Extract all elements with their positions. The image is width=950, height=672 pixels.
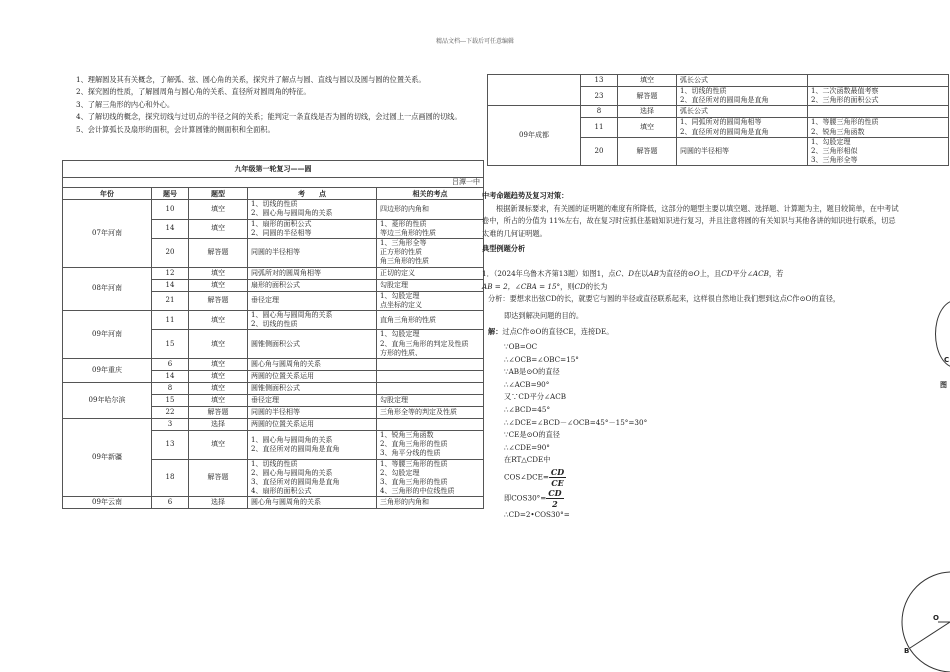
objectives bbox=[62, 74, 482, 136]
figure-label-o: O bbox=[933, 614, 939, 622]
cell-line: 3、角平分线的性质 bbox=[380, 449, 441, 458]
number-cell: 23 bbox=[581, 87, 618, 106]
cell-line: 勾股定理 bbox=[380, 395, 408, 404]
points-cell bbox=[248, 291, 377, 310]
review-table-continued bbox=[487, 74, 949, 166]
related-cell bbox=[377, 239, 484, 268]
problem-statement: 1．（2024年乌鲁木齐第13题）如图1，点C、D在以AB为直径的⊙O上，且CD平分∠ACB，若 AB = 2，∠CBA = 15°，则CD的长为 bbox=[482, 268, 784, 291]
type-cell: 填空 bbox=[618, 75, 677, 87]
cell-line: 1、锐角三角函数 bbox=[380, 431, 434, 440]
related-cell bbox=[377, 459, 484, 497]
type-cell: 解答题 bbox=[189, 291, 248, 310]
objective-5: 5、会计算弧长及扇形的面积，会计算圆锥的侧面积和全面积。 bbox=[76, 124, 275, 134]
type-cell: 选择 bbox=[189, 419, 248, 431]
cell-line: 垂径定理 bbox=[251, 296, 279, 305]
year-cell: 09年成都 bbox=[488, 106, 581, 166]
points-cell bbox=[248, 407, 377, 419]
table-title: 九年级第一轮复习——圆 bbox=[63, 161, 484, 178]
cell-line: 圆锥侧面积公式 bbox=[251, 383, 300, 392]
cell-line: 1、菱形的性质 bbox=[380, 219, 427, 228]
points-cell bbox=[677, 87, 808, 106]
points-cell bbox=[248, 359, 377, 371]
cell-line: 1、等腰三角形的性质 bbox=[380, 459, 448, 468]
cell-line: 同弧所对的圆周角相等 bbox=[251, 268, 321, 277]
solution-steps bbox=[482, 341, 902, 522]
cell-line: 点坐标的定义 bbox=[380, 300, 422, 309]
number-cell: 21 bbox=[152, 291, 189, 310]
related-cell bbox=[377, 419, 484, 431]
points-cell bbox=[677, 118, 808, 137]
related-cell bbox=[377, 291, 484, 310]
cell-line: 弧长公式 bbox=[680, 75, 708, 84]
related-cell bbox=[377, 383, 484, 395]
type-cell: 填空 bbox=[189, 267, 248, 279]
step-2: ∴∠OCB=∠OBC=15° bbox=[504, 354, 579, 364]
cell-line: 1、勾股定理 bbox=[380, 330, 420, 339]
cell-line: 1、勾股定理 bbox=[380, 291, 420, 300]
cell-line: 2、切线的性质 bbox=[251, 320, 298, 329]
objective-4: 4、了解切线的概念，探究切线与过切点的半径之间的关系；能判定一条直线是否为圆的切线，会过圆上一点画圆的切线。 bbox=[76, 112, 462, 122]
cell-line: 三角形的内角和 bbox=[380, 498, 429, 507]
table-row bbox=[63, 419, 484, 431]
cell-line: 1、同弧所对的圆周角相等 bbox=[680, 118, 762, 127]
number-cell: 18 bbox=[152, 459, 189, 497]
cell-line: 3、三角形全等 bbox=[811, 156, 858, 165]
col-points: 考 点 bbox=[248, 188, 377, 200]
type-cell: 解答题 bbox=[618, 87, 677, 106]
related-cell bbox=[377, 200, 484, 219]
cell-line: 垂径定理 bbox=[251, 395, 279, 404]
figure-circle-bottom bbox=[900, 570, 950, 672]
number-cell: 20 bbox=[152, 239, 189, 268]
step-7: ∴∠DCE=∠BCD－∠OCB=45°－15°=30° bbox=[504, 417, 648, 427]
step-1: ∵OB=OC bbox=[504, 341, 538, 351]
figure-label-fig: 图 bbox=[940, 381, 947, 389]
cell-line: 2、直径所对的圆周角是直角 bbox=[680, 96, 769, 105]
points-cell bbox=[677, 137, 808, 166]
type-cell: 填空 bbox=[189, 383, 248, 395]
objective-2: 2、探究圆的性质，了解圆周角与圆心角的关系、直径所对圆周角的特征。 bbox=[76, 87, 311, 97]
radius-line bbox=[910, 622, 950, 648]
points-cell bbox=[248, 459, 377, 497]
cell-line: 同圆的半径相等 bbox=[680, 147, 729, 156]
type-cell: 填空 bbox=[189, 279, 248, 291]
cell-line: 2、圆心角与圆周角的关系 bbox=[251, 468, 333, 477]
step-8: ∵CE是⊙O的直径 bbox=[504, 430, 560, 440]
cell-line: 弧长公式 bbox=[680, 107, 708, 116]
number-cell: 14 bbox=[152, 219, 189, 238]
cos-equation: COS∠DCE= $\frac{CD}{CE}$ bbox=[504, 466, 565, 488]
final-answer: ∴CD=2•COS30°= bbox=[504, 509, 570, 519]
cell-line: 1、圆心角与圆周角的关系 bbox=[251, 311, 333, 320]
number-cell: 15 bbox=[152, 395, 189, 407]
number-cell: 11 bbox=[581, 118, 618, 137]
type-cell: 解答题 bbox=[618, 137, 677, 166]
points-cell bbox=[248, 279, 377, 291]
year-cell: 09年哈尔滨 bbox=[63, 383, 152, 419]
points-cell bbox=[248, 219, 377, 238]
cell-line: 1、切线的性质 bbox=[251, 459, 298, 468]
cell-line: 3、直角三角形的性质 bbox=[380, 478, 448, 487]
cell-line: 圆心角与圆周角的关系 bbox=[251, 498, 321, 507]
col-number: 题号 bbox=[152, 188, 189, 200]
type-cell: 填空 bbox=[189, 395, 248, 407]
related-cell bbox=[377, 219, 484, 238]
step-3: ∵AB是⊙O的直径 bbox=[504, 367, 560, 377]
heading-examples: 典型例题分析 bbox=[482, 244, 526, 254]
number-cell: 6 bbox=[152, 359, 189, 371]
points-cell bbox=[248, 311, 377, 330]
cell-line: 2、圆心角与圆周角的关系 bbox=[251, 209, 333, 218]
cell-line: 三角形全等的判定及性质 bbox=[380, 407, 457, 416]
cell-line: 1、切线的性质 bbox=[680, 87, 727, 95]
points-cell bbox=[677, 106, 808, 118]
points-cell bbox=[248, 431, 377, 460]
year-cell: 09年云南 bbox=[63, 497, 152, 509]
year-cell: 07年河南 bbox=[63, 200, 152, 267]
objective-1: 1、理解圆及其有关概念，了解弧、弦、圆心角的关系，探究并了解点与圆、直线与圆以及圆与圆的位置关系。 bbox=[76, 75, 426, 84]
type-cell: 解答题 bbox=[189, 407, 248, 419]
related-cell bbox=[377, 407, 484, 419]
cell-line: 正切的定义 bbox=[380, 268, 415, 277]
year-cell-empty bbox=[488, 75, 581, 106]
related-cell bbox=[808, 106, 949, 118]
related-cell bbox=[377, 359, 484, 371]
year-cell: 09年新疆 bbox=[63, 419, 152, 497]
type-cell: 选择 bbox=[618, 106, 677, 118]
points-cell bbox=[248, 267, 377, 279]
cell-line: 2、同圆的半径相等 bbox=[251, 228, 312, 237]
number-cell: 10 bbox=[152, 200, 189, 219]
table-row bbox=[488, 75, 949, 87]
number-cell: 14 bbox=[152, 279, 189, 291]
cell-line: 两圆的位置关系运用 bbox=[251, 371, 314, 380]
related-cell bbox=[377, 311, 484, 330]
points-cell bbox=[248, 419, 377, 431]
step-9: ∴∠CDE=90° bbox=[504, 442, 550, 452]
cell-line: 方形的性质、 bbox=[380, 348, 422, 357]
table-row bbox=[63, 383, 484, 395]
cell-line: 1、圆心角与圆周角的关系 bbox=[251, 435, 333, 444]
cell-line: 四边形的内角和 bbox=[380, 204, 429, 213]
step-5: 又∵CD平分∠ACB bbox=[504, 392, 567, 402]
cell-line: 1、二次函数最值考察 bbox=[811, 87, 879, 95]
cos30-equation: 即COS30°= $\frac{CD}{2}$ bbox=[504, 487, 562, 509]
page-header: 精品文档---下载后可任意编辑 bbox=[435, 38, 515, 45]
year-cell: 08年河南 bbox=[63, 267, 152, 310]
number-cell: 8 bbox=[152, 383, 189, 395]
analysis-section bbox=[482, 190, 902, 521]
heading-trends: 中考命题趋势及复习对策： bbox=[482, 191, 569, 200]
cell-line: 同圆的半径相等 bbox=[251, 248, 300, 257]
cell-line: 两圆的位置关系运用 bbox=[251, 419, 314, 428]
related-cell bbox=[377, 431, 484, 460]
points-cell bbox=[248, 330, 377, 359]
step-10: 在RT△CDE中 bbox=[504, 455, 551, 465]
cell-line: 1、扇形的面积公式 bbox=[251, 219, 312, 228]
number-cell: 12 bbox=[152, 267, 189, 279]
type-cell: 填空 bbox=[189, 311, 248, 330]
number-cell: 14 bbox=[152, 371, 189, 383]
number-cell: 8 bbox=[581, 106, 618, 118]
cell-line: 2、直角三角形的判定及性质 bbox=[380, 339, 469, 348]
number-cell: 13 bbox=[152, 431, 189, 460]
related-cell bbox=[377, 497, 484, 509]
related-cell bbox=[377, 267, 484, 279]
cell-line: 2、锐角三角函数 bbox=[811, 127, 865, 136]
cell-line: 1、切线的性质 bbox=[251, 200, 298, 209]
type-cell: 填空 bbox=[189, 219, 248, 238]
figure-label-b: B bbox=[904, 647, 910, 655]
cell-line: 圆锥侧面积公式 bbox=[251, 339, 300, 348]
cell-line: 1、等腰三角形的性质 bbox=[811, 118, 879, 127]
points-cell bbox=[248, 239, 377, 268]
cell-line: 3、直径所对的圆周角是直角 bbox=[251, 478, 340, 487]
cell-line: 等边三角形的性质 bbox=[380, 228, 436, 237]
cell-line: 2、直径所对的圆周角是直角 bbox=[680, 127, 769, 136]
related-cell bbox=[377, 279, 484, 291]
step-4: ∴∠ACB=90° bbox=[504, 379, 550, 389]
cell-line: 同圆的半径相等 bbox=[251, 407, 300, 416]
number-cell: 22 bbox=[152, 407, 189, 419]
cell-line: 圆心角与圆周角的关系 bbox=[251, 359, 321, 368]
points-cell bbox=[248, 371, 377, 383]
points-cell bbox=[677, 75, 808, 87]
year-cell: 09年重庆 bbox=[63, 359, 152, 383]
number-cell: 11 bbox=[152, 311, 189, 330]
type-cell: 填空 bbox=[618, 118, 677, 137]
table-author: 吕潭一中 bbox=[63, 178, 484, 188]
points-cell bbox=[248, 395, 377, 407]
type-cell: 解答题 bbox=[189, 459, 248, 497]
type-cell: 填空 bbox=[189, 431, 248, 460]
related-cell bbox=[808, 75, 949, 87]
year-cell: 09年河南 bbox=[63, 311, 152, 359]
cell-line: 2、三角形的面积公式 bbox=[811, 96, 879, 105]
related-cell bbox=[377, 330, 484, 359]
type-cell: 填空 bbox=[189, 371, 248, 383]
fraction-cd-2: $\frac{CD}{2}$ bbox=[548, 487, 562, 509]
step-6: ∴∠BCD=45° bbox=[504, 404, 551, 414]
cell-line: 2、勾股定理 bbox=[380, 468, 420, 477]
cell-line: 1、三角形全等 bbox=[380, 239, 427, 248]
analysis-text-2: 即达到解决问题的目的。 bbox=[504, 310, 584, 320]
col-type: 题型 bbox=[189, 188, 248, 200]
type-cell: 填空 bbox=[189, 200, 248, 219]
col-year: 年份 bbox=[63, 188, 152, 200]
table-row bbox=[488, 106, 949, 118]
type-cell: 填空 bbox=[189, 359, 248, 371]
table-row bbox=[63, 200, 484, 219]
cell-line: 正方形的性质 bbox=[380, 248, 422, 257]
cell-line: 4、扇形的面积公式 bbox=[251, 487, 312, 496]
table-row bbox=[63, 311, 484, 330]
number-cell: 13 bbox=[581, 75, 618, 87]
cell-line: 勾股定理 bbox=[380, 280, 408, 289]
cell-line: 2、三角形相似 bbox=[811, 147, 858, 156]
cell-line: 4、三角形的中位线性质 bbox=[380, 487, 455, 496]
related-cell bbox=[808, 87, 949, 106]
fraction-cd-ce: $\frac{CD}{CE}$ bbox=[550, 466, 565, 488]
cell-line: 扇形的面积公式 bbox=[251, 280, 300, 289]
points-cell bbox=[248, 497, 377, 509]
related-cell bbox=[377, 395, 484, 407]
solution-intro: 解：过点C作⊙O的直径CE，连接DE。 bbox=[488, 327, 614, 337]
points-cell bbox=[248, 200, 377, 219]
type-cell: 填空 bbox=[189, 330, 248, 359]
number-cell: 15 bbox=[152, 330, 189, 359]
table-row bbox=[63, 497, 484, 509]
analysis-text: 分析：要想求出弦CD的长，就要它与圆的半径或直径联系起来，这样很自然地让我们想到这点C作⊙O的直径， bbox=[488, 294, 841, 304]
cell-line: 角三角形的性质 bbox=[380, 257, 429, 266]
number-cell: 3 bbox=[152, 419, 189, 431]
cell-line: 直角三角形的性质 bbox=[380, 315, 436, 324]
related-cell bbox=[377, 371, 484, 383]
type-cell: 选择 bbox=[189, 497, 248, 509]
cell-line: 2、直径所对的圆周角是直角 bbox=[251, 444, 340, 453]
objective-3: 3、了解三角形的内心和外心。 bbox=[76, 99, 175, 109]
cell-line: 1、勾股定理 bbox=[811, 137, 851, 146]
related-cell bbox=[808, 137, 949, 166]
table-row bbox=[63, 267, 484, 279]
points-cell bbox=[248, 383, 377, 395]
number-cell: 20 bbox=[581, 137, 618, 166]
cell-line: 2、直角三角形的性质 bbox=[380, 440, 448, 449]
type-cell: 解答题 bbox=[189, 239, 248, 268]
col-related: 相关的考点 bbox=[377, 188, 484, 200]
review-table bbox=[62, 160, 484, 509]
number-cell: 6 bbox=[152, 497, 189, 509]
table-row bbox=[63, 359, 484, 371]
related-cell bbox=[808, 118, 949, 137]
trends-paragraph: 根据新课标要求，有关圆的证明题的难度有所降低，这部分的题型主要以填空题、选择题、计算题为主，题目较简单，在中考试卷中，所占的分值为 11%左右，故在复习时应抓住基础知识进行复习，并且注意将圆的有关知识与其他各讲的知识进行联系，切忌太难的几何证明题。 bbox=[482, 203, 899, 238]
figure-label-c: C bbox=[944, 356, 950, 364]
